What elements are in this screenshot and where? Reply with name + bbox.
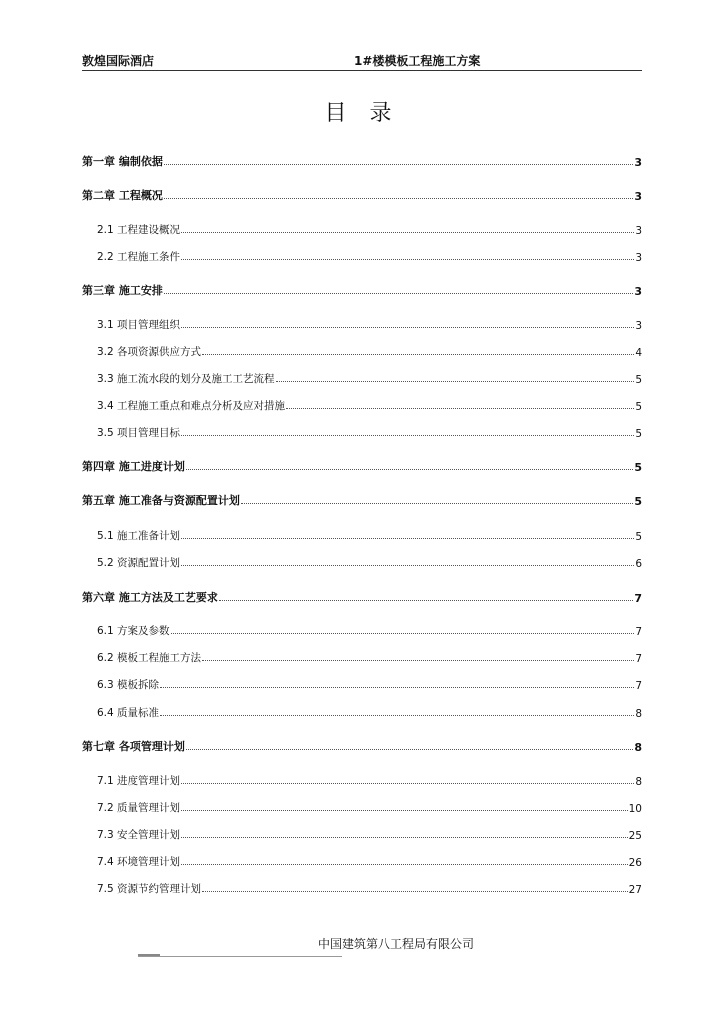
footer-mark — [138, 954, 160, 956]
toc-entry-page: 7 — [635, 653, 642, 665]
footer-company-name: 中国建筑第八工程局有限公司 — [318, 937, 475, 951]
toc-dot-leader — [164, 198, 634, 199]
toc-entry-title: 第一章 编制依据 — [82, 155, 163, 168]
toc-entry-chapter-4[interactable] — [82, 458, 642, 474]
toc-title: 目 录 — [324, 101, 400, 126]
toc-entry-page: 7 — [635, 680, 642, 692]
toc-dot-leader — [181, 837, 628, 838]
toc-entry-page: 26 — [628, 857, 642, 869]
toc-entry-page: 5 — [635, 531, 642, 543]
toc-entry-page: 8 — [634, 741, 642, 754]
toc-entry-title: 7.3 安全管理计划 — [97, 829, 181, 841]
toc-entry-chapter-3[interactable] — [82, 282, 642, 298]
toc-entry-page: 7 — [634, 592, 642, 605]
toc-entry-title: 7.5 资源节约管理计划 — [97, 883, 202, 895]
toc-dot-leader — [186, 749, 634, 750]
toc-dot-leader — [186, 469, 634, 470]
toc-entry-section-5-2[interactable] — [97, 554, 642, 570]
toc-entry-page: 5 — [635, 401, 642, 413]
toc-entry-title: 6.2 模板工程施工方法 — [97, 652, 202, 664]
toc-dot-leader — [171, 633, 635, 634]
toc-entry-title: 第三章 施工安排 — [82, 284, 163, 297]
toc-entry-page: 3 — [635, 252, 642, 264]
toc-entry-title: 3.4 工程施工重点和难点分析及应对措施 — [97, 400, 286, 412]
toc-entry-page: 10 — [628, 803, 642, 815]
toc-entry-chapter-5[interactable] — [82, 492, 642, 508]
toc-entry-page: 3 — [634, 285, 642, 298]
toc-entry-page: 5 — [634, 461, 642, 474]
toc-dot-leader — [181, 259, 634, 260]
toc-entry-title: 6.1 方案及参数 — [97, 625, 170, 637]
toc-entry-section-6-1[interactable] — [97, 622, 642, 638]
toc-entry-chapter-1[interactable] — [82, 153, 642, 169]
toc-dot-leader — [219, 600, 634, 601]
toc-dot-leader — [181, 810, 628, 811]
toc-dot-leader — [181, 783, 634, 784]
toc-entry-title: 第二章 工程概况 — [82, 189, 163, 202]
toc-dot-leader — [164, 293, 634, 294]
toc-dot-leader — [160, 715, 634, 716]
toc-dot-leader — [241, 503, 634, 504]
toc-entry-title: 5.2 资源配置计划 — [97, 557, 181, 569]
toc-dot-leader — [286, 408, 634, 409]
toc-entry-title: 第五章 施工准备与资源配置计划 — [82, 494, 240, 507]
toc-entry-section-3-2[interactable] — [97, 343, 642, 359]
toc-entry-section-6-2[interactable] — [97, 649, 642, 665]
toc-entry-title: 3.2 各项资源供应方式 — [97, 346, 202, 358]
toc-entry-page: 4 — [635, 347, 642, 359]
toc-entry-title: 6.3 模板拆除 — [97, 679, 160, 691]
toc-entry-section-5-1[interactable] — [97, 527, 642, 543]
toc-entry-title: 3.5 项目管理目标 — [97, 427, 181, 439]
toc-entry-page: 8 — [635, 776, 642, 788]
toc-entry-section-6-3[interactable] — [97, 676, 642, 692]
toc-entry-section-2-1[interactable] — [97, 221, 642, 237]
toc-entry-section-7-1[interactable] — [97, 772, 642, 788]
toc-entry-title: 5.1 施工准备计划 — [97, 530, 181, 542]
toc-entry-title: 2.2 工程施工条件 — [97, 251, 181, 263]
toc-entry-section-3-5[interactable] — [97, 424, 642, 440]
toc-entry-page: 5 — [634, 495, 642, 508]
toc-entry-title: 第四章 施工进度计划 — [82, 460, 185, 473]
toc-entry-page: 25 — [628, 830, 642, 842]
toc-dot-leader — [164, 164, 634, 165]
toc-entry-page: 3 — [634, 156, 642, 169]
toc-entry-page: 3 — [634, 190, 642, 203]
toc-entry-section-7-4[interactable] — [97, 853, 642, 869]
toc-entry-page: 7 — [635, 626, 642, 638]
toc-dot-leader — [276, 381, 635, 382]
toc-entry-chapter-7[interactable] — [82, 738, 642, 754]
toc-dot-leader — [202, 354, 634, 355]
toc-dot-leader — [181, 327, 634, 328]
toc-entry-title: 7.1 进度管理计划 — [97, 775, 181, 787]
toc-dot-leader — [160, 687, 634, 688]
footer-divider — [138, 956, 342, 957]
toc-entry-page: 3 — [635, 320, 642, 332]
toc-entry-title: 7.4 环境管理计划 — [97, 856, 181, 868]
toc-dot-leader — [181, 538, 634, 539]
toc-dot-leader — [181, 232, 634, 233]
toc-entry-chapter-6[interactable] — [82, 589, 642, 605]
toc-entry-page: 5 — [635, 428, 642, 440]
toc-entry-title: 3.1 项目管理组织 — [97, 319, 181, 331]
toc-entry-section-7-5[interactable] — [97, 880, 642, 896]
toc-entry-page: 6 — [635, 558, 642, 570]
toc-entry-section-7-3[interactable] — [97, 826, 642, 842]
toc-entry-section-3-4[interactable] — [97, 397, 642, 413]
toc-entry-chapter-2[interactable] — [82, 187, 642, 203]
toc-entry-section-2-2[interactable] — [97, 248, 642, 264]
toc-entry-page: 8 — [635, 708, 642, 720]
toc-entry-section-7-2[interactable] — [97, 799, 642, 815]
toc-entry-title: 3.3 施工流水段的划分及施工工艺流程 — [97, 373, 275, 385]
toc-entry-title: 6.4 质量标准 — [97, 707, 160, 719]
toc-entry-section-3-3[interactable] — [97, 370, 642, 386]
toc-dot-leader — [181, 435, 634, 436]
toc-dot-leader — [202, 660, 634, 661]
toc-entry-page: 5 — [635, 374, 642, 386]
toc-entry-title: 7.2 质量管理计划 — [97, 802, 181, 814]
toc-entry-title: 2.1 工程建设概况 — [97, 224, 181, 236]
toc-entry-title: 第七章 各项管理计划 — [82, 740, 185, 753]
toc-dot-leader — [181, 864, 628, 865]
page-header — [82, 52, 642, 71]
header-project-name: 敦煌国际酒店 — [82, 54, 155, 68]
toc-dot-leader — [181, 565, 634, 566]
toc-entry-page: 27 — [628, 884, 642, 896]
toc-dot-leader — [202, 891, 628, 892]
toc-entry-section-6-4[interactable] — [97, 704, 642, 720]
toc-entry-title: 第六章 施工方法及工艺要求 — [82, 591, 218, 604]
header-document-title: 1#楼模板工程施工方案 — [354, 54, 481, 68]
toc-entry-section-3-1[interactable] — [97, 316, 642, 332]
toc-entry-page: 3 — [635, 225, 642, 237]
